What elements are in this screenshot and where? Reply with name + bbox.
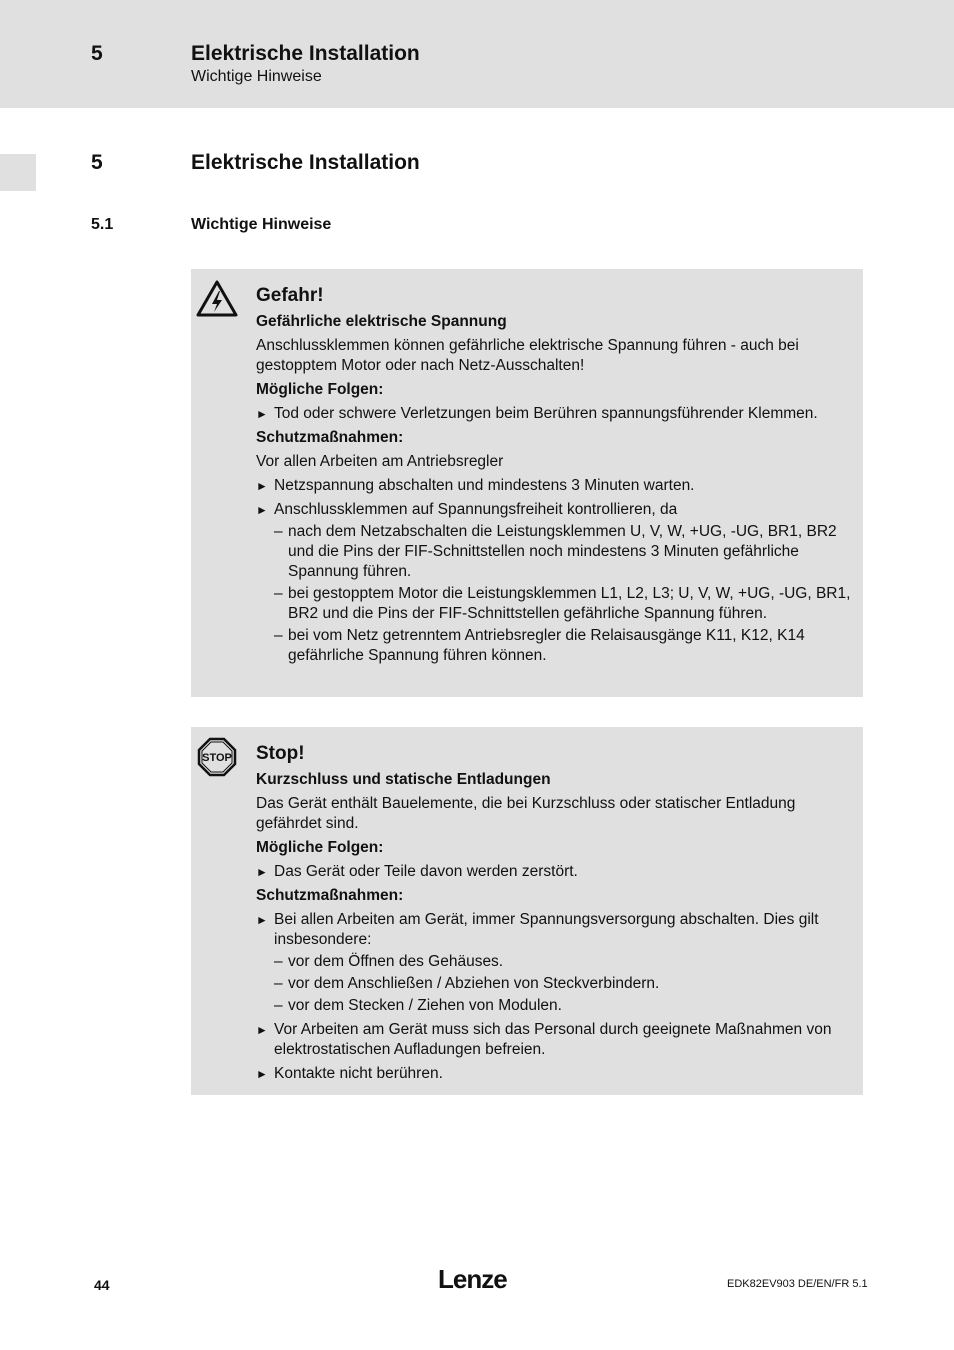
triangle-bullet-icon: ► (256, 865, 268, 879)
subsection-number: 5.1 (91, 216, 114, 233)
list-item: ► Bei allen Arbeiten am Gerät, immer Spannungsversorgung abschalten. Dies gilt insbesondere: (256, 911, 819, 948)
high-voltage-warning-icon (195, 277, 239, 321)
subsection-title: Wichtige Hinweise (191, 216, 332, 233)
danger-subheading: Gefährliche elektrische Spannung (256, 313, 507, 330)
header-chapter-number: 5 (91, 42, 103, 65)
lenze-logo: Lenze (438, 1264, 507, 1294)
stop-description: Das Gerät enthält Bauelemente, die bei Kurzschluss oder statischer Entladung gefährdet sind. (256, 795, 796, 832)
page-number: 44 (94, 1277, 110, 1293)
list-item: ► Das Gerät oder Teile davon werden zerstört. (256, 863, 578, 880)
stop-sign-label: STOP (202, 752, 232, 764)
list-item: – vor dem Öffnen des Gehäuses. (274, 953, 504, 970)
danger-description: Anschlussklemmen können gefährliche elektrische Spannung führen - auch bei gestopptem Motor oder nach Netz-Ausschalten! (256, 337, 799, 374)
header-chapter-subtitle: Wichtige Hinweise (191, 68, 322, 85)
document-id: EDK82EV903 DE/EN/FR 5.1 (727, 1278, 868, 1290)
triangle-bullet-icon: ► (256, 913, 268, 927)
danger-consequences-label: Mögliche Folgen: (256, 381, 384, 398)
list-item: – nach dem Netzabschalten die Leistungsklemmen U, V, W, +UG, -UG, BR1, BR2 und die Pins der FIF-Schnittstellen noch mindestens 3 Minuten gefährliche Spannung führen. (274, 523, 837, 580)
danger-measures-intro: Vor allen Arbeiten am Antriebsregler (256, 453, 504, 470)
stop-sign-icon (195, 735, 239, 779)
list-item: – bei vom Netz getrenntem Antriebsregler die Relaisausgänge K11, K12, K14 gefährliche Spannung führen können. (274, 627, 805, 664)
triangle-bullet-icon: ► (256, 407, 268, 421)
stop-consequences-label: Mögliche Folgen: (256, 839, 384, 856)
header-band (0, 0, 954, 108)
danger-measures-label: Schutzmaßnahmen: (256, 429, 404, 446)
triangle-bullet-icon: ► (256, 1023, 268, 1037)
danger-notice-body (256, 285, 856, 668)
triangle-bullet-icon: ► (256, 479, 268, 493)
triangle-bullet-icon: ► (256, 1067, 268, 1081)
list-item: – bei gestopptem Motor die Leistungsklemmen L1, L2, L3; U, V, W, +UG, -UG, BR1, BR2 und die Pins der FIF-Schnittstellen gefährliche Spannung führen. (274, 585, 851, 622)
list-item: – vor dem Anschließen / Abziehen von Steckverbindern. (274, 975, 660, 992)
triangle-bullet-icon: ► (256, 503, 268, 517)
danger-heading: Gefahr! (256, 285, 324, 306)
section-number: 5 (91, 151, 103, 174)
list-item: ► Vor Arbeiten am Gerät muss sich das Personal durch geeignete Maßnahmen von elektrostatischen Aufladungen befreien. (256, 1021, 832, 1058)
list-item: – vor dem Stecken / Ziehen von Modulen. (274, 997, 562, 1014)
danger-notice (191, 269, 863, 697)
side-tab-marker (0, 154, 36, 191)
list-item: ► Tod oder schwere Verletzungen beim Berühren spannungsführender Klemmen. (256, 405, 818, 422)
list-item: ► Netzspannung abschalten und mindestens 3 Minuten warten. (256, 477, 695, 494)
list-item: ► Anschlussklemmen auf Spannungsfreiheit kontrollieren, da (256, 501, 678, 518)
list-item: ► Kontakte nicht berühren. (256, 1065, 443, 1082)
header-chapter-title: Elektrische Installation (191, 42, 420, 65)
section-title: Elektrische Installation (191, 151, 420, 174)
stop-heading: Stop! (256, 743, 305, 764)
stop-subheading: Kurzschluss und statische Entladungen (256, 771, 551, 788)
stop-notice (191, 727, 863, 1095)
stop-notice-body (256, 743, 856, 1088)
stop-measures-label: Schutzmaßnahmen: (256, 887, 404, 904)
